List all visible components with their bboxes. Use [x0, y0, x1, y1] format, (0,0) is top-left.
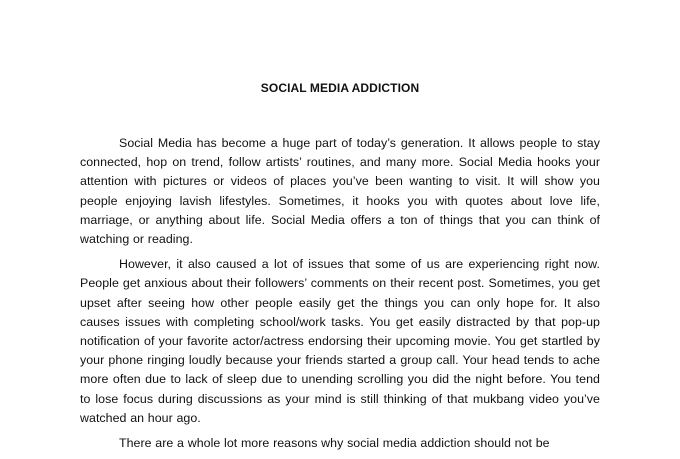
document-body [80, 134, 600, 459]
paragraph-2: However, it also caused a lot of issues that some of us are experiencing right now. People get anxious about their followers’ comments on their recent post. Sometimes, you get upset after seeing how other people easily get the things you can only hope for. It also causes issues with completing school/work tasks. You get easily distracted by that pop-up notification of your favorite actor/actress endorsing their upcoming movie. You get startled by your phone ringing loudly because your friends started a group call. Your head tends to ache more often due to lack of sleep due to unending scrolling you did the night before. You tend to lose focus during discussions as your mind is still thinking of that mukbang video you’ve watched an hour ago. [80, 257, 600, 425]
paragraph-3: There are a whole lot more reasons why social media addiction should not be [119, 436, 550, 451]
paragraph-1: Social Media has become a huge part of today’s generation. It allows people to stay connected, hop on trend, follow artists’ routines, and many more. Social Media hooks your attention with pictures or videos of places you’ve been wanting to visit. It will show you people enjoying lavish lifestyles. Sometimes, it hooks you with quotes about love life, marriage, or anything about life. Social Media offers a ton of things that you can think of watching or reading. [80, 136, 600, 247]
document-title: SOCIAL MEDIA ADDICTION [260, 81, 420, 95]
